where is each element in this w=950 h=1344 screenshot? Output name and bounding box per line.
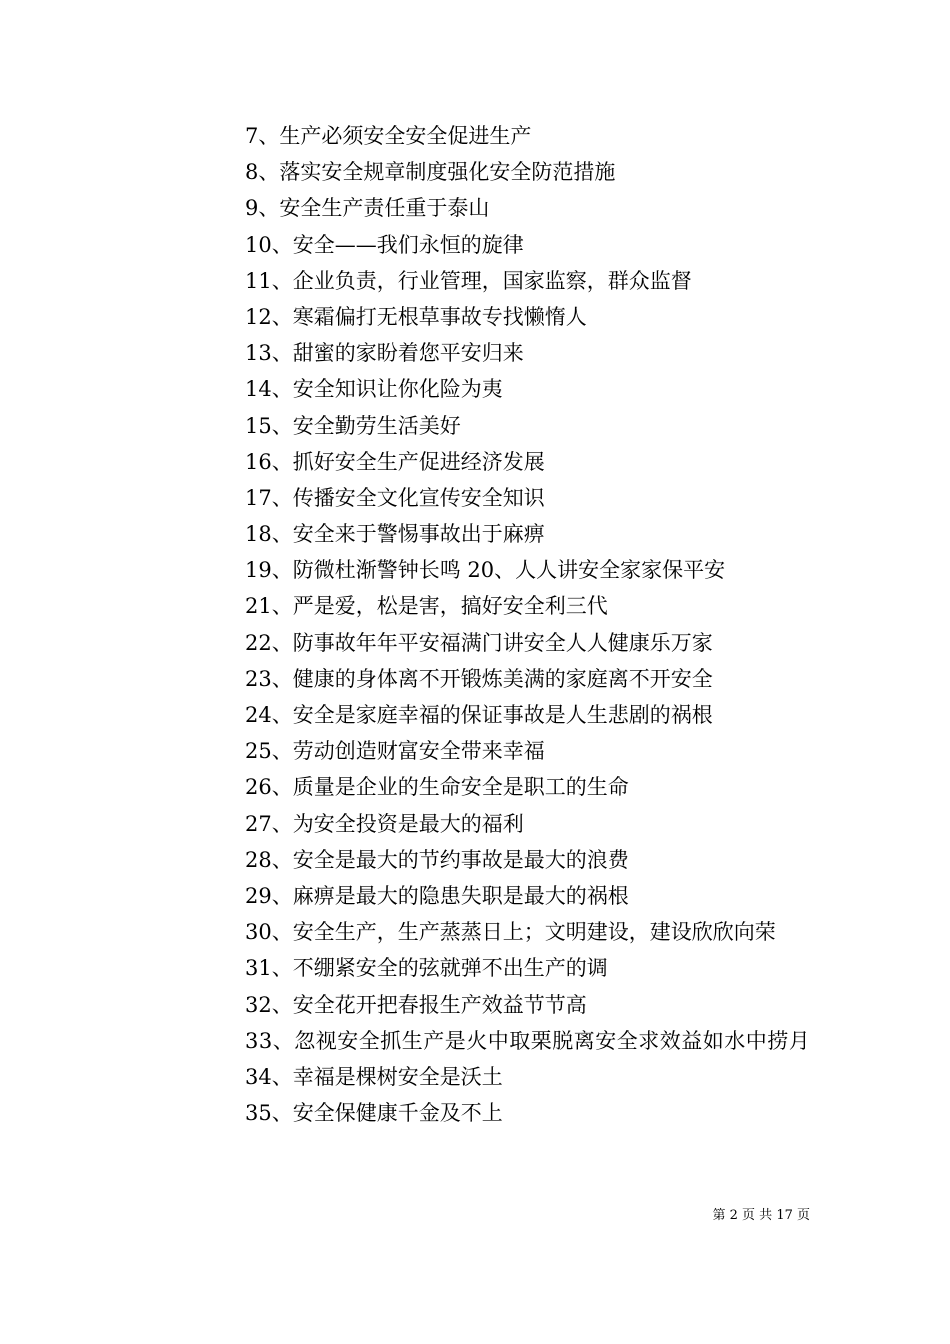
- slogan-line-11: 11、企业负责，行业管理，国家监察，群众监督: [245, 268, 692, 293]
- slogan-line-9: 9、安全生产责任重于泰山: [245, 196, 490, 221]
- slogan-line-18: 18、安全来于警惕事故出于麻痹: [245, 522, 545, 547]
- slogan-line-17: 17、传播安全文化宣传安全知识: [245, 485, 545, 510]
- slogan-line-24: 24、安全是家庭幸福的保证事故是人生悲剧的祸根: [245, 703, 713, 727]
- slogan-line-7: 7、生产必须安全安全促进生产: [245, 124, 532, 148]
- slogan-line-25: 25、劳动创造财富安全带来幸福: [245, 739, 545, 764]
- slogan-line-8: 8、落实安全规章制度强化安全防范措施: [245, 160, 616, 185]
- page-number: 第 2 页 共 17 页: [712, 1208, 810, 1223]
- slogan-line-34: 34、幸福是棵树安全是沃土: [245, 1064, 503, 1089]
- slogan-line-16: 16、抓好安全生产促进经济发展: [245, 449, 545, 474]
- slogan-line-28: 28、安全是最大的节约事故是最大的浪费: [245, 847, 629, 872]
- slogan-line-22: 22、防事故年年平安福满门讲安全人人健康乐万家: [245, 630, 713, 655]
- slogan-line-29: 29、麻痹是最大的隐患失职是最大的祸根: [245, 883, 629, 908]
- slogan-line-31: 31、不绷紧安全的弦就弹不出生产的调: [245, 956, 608, 981]
- slogan-line-10: 10、安全——我们永恒的旋律: [245, 232, 524, 257]
- slogan-line-19-20: 19、防微杜渐警钟长鸣 20、人人讲安全家家保平安: [245, 558, 726, 583]
- slogan-line-15: 15、安全勤劳生活美好: [245, 413, 461, 438]
- slogan-line-35: 35、安全保健康千金及不上: [245, 1101, 503, 1126]
- slogan-line-14: 14、安全知识让你化险为夷: [245, 377, 503, 402]
- slogan-line-33: 33、忽视安全抓生产是火中取栗脱离安全求效益如水中捞月: [245, 1028, 811, 1053]
- slogan-line-30: 30、安全生产，生产蒸蒸日上；文明建设，建设欣欣向荣: [245, 920, 776, 945]
- slogan-line-13: 13、甜蜜的家盼着您平安归来: [245, 341, 524, 366]
- slogan-line-27: 27、为安全投资是最大的福利: [245, 811, 524, 836]
- slogan-line-12: 12、寒霜偏打无根草事故专找懒惰人: [245, 304, 587, 329]
- slogan-line-21: 21、严是爱，松是害，搞好安全利三代: [245, 594, 608, 619]
- slogan-list: [141, 118, 811, 1131]
- slogan-line-26: 26、质量是企业的生命安全是职工的生命: [245, 775, 629, 800]
- slogan-line-23: 23、健康的身体离不开锻炼美满的家庭离不开安全: [245, 666, 713, 691]
- slogan-line-32: 32、安全花开把春报生产效益节节高: [245, 992, 587, 1017]
